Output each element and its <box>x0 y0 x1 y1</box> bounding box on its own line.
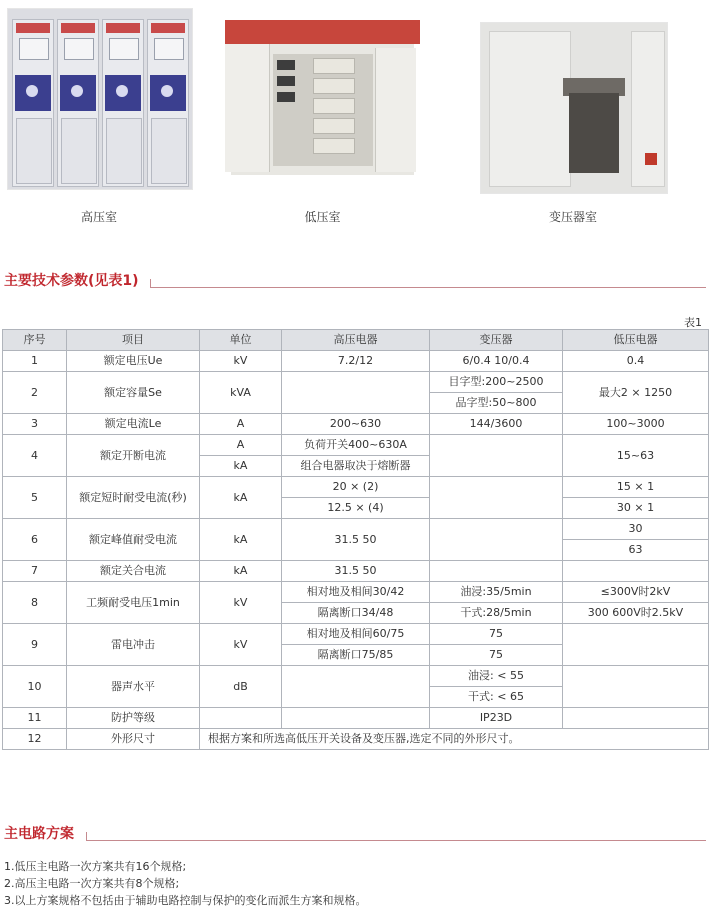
cell-no: 3 <box>3 414 67 435</box>
section-divider-tick <box>150 279 151 287</box>
cell-unit: kV <box>200 582 282 624</box>
scheme-notes <box>4 858 367 909</box>
cell-no: 9 <box>3 624 67 666</box>
cell-no: 7 <box>3 561 67 582</box>
cell-lv <box>563 624 709 666</box>
table-row <box>3 624 709 645</box>
cell-transformer: IP23D <box>430 708 563 729</box>
cell-transformer: 品字型:50~800 <box>430 393 563 414</box>
header-no: 序号 <box>3 330 67 351</box>
cell-no: 6 <box>3 519 67 561</box>
cell-hv: 200~630 <box>282 414 430 435</box>
cell-no: 11 <box>3 708 67 729</box>
cell-hv <box>282 666 430 708</box>
cell-item: 额定电压Ue <box>67 351 200 372</box>
cell-hv: 7.2/12 <box>282 351 430 372</box>
cell-unit: kA <box>200 519 282 561</box>
cell-item: 额定开断电流 <box>67 435 200 477</box>
section-divider <box>150 287 706 288</box>
cell-item: 额定关合电流 <box>67 561 200 582</box>
cell-lv: 100~3000 <box>563 414 709 435</box>
header-item: 项目 <box>67 330 200 351</box>
photo-caption-hv: 高压室 <box>80 210 117 224</box>
header-transformer: 变压器 <box>430 330 563 351</box>
cell-item: 器声水平 <box>67 666 200 708</box>
cell-transformer: 干式:28/5min <box>430 603 563 624</box>
table-header-row <box>3 330 709 351</box>
cell-lv: 300 600V时2.5kV <box>563 603 709 624</box>
cell-lv: ≤300V时2kV <box>563 582 709 603</box>
cell-unit: kV <box>200 351 282 372</box>
cell-unit: kA <box>200 561 282 582</box>
cell-lv: 63 <box>563 540 709 561</box>
cell-hv: 组合电器取决于熔断器 <box>282 456 430 477</box>
cell-lv <box>563 666 709 708</box>
cell-unit: dB <box>200 666 282 708</box>
cell-no: 4 <box>3 435 67 477</box>
photo-caption-lv: 低压室 <box>304 210 341 224</box>
header-lv: 低压电器 <box>563 330 709 351</box>
cell-hv: 20 × (2) <box>282 477 430 498</box>
cell-item: 雷电冲击 <box>67 624 200 666</box>
header-unit: 单位 <box>200 330 282 351</box>
cell-hv: 隔离断口34/48 <box>282 603 430 624</box>
cell-hv: 相对地及相间60/75 <box>282 624 430 645</box>
cell-item: 防护等级 <box>67 708 200 729</box>
cell-transformer: 75 <box>430 624 563 645</box>
table-row <box>3 666 709 687</box>
cell-lv: 最大2 × 1250 <box>563 372 709 414</box>
cell-lv <box>563 708 709 729</box>
cell-transformer: 6/0.4 10/0.4 <box>430 351 563 372</box>
cell-no: 5 <box>3 477 67 519</box>
table-row <box>3 477 709 498</box>
cell-unit: kV <box>200 624 282 666</box>
cell-lv: 30 <box>563 519 709 540</box>
table-row <box>3 414 709 435</box>
high-voltage-room-photo <box>7 8 193 190</box>
section-divider-tick <box>86 832 87 840</box>
cell-item: 额定容量Se <box>67 372 200 414</box>
cell-hv <box>282 372 430 414</box>
cell-no: 8 <box>3 582 67 624</box>
table-row <box>3 582 709 603</box>
cell-hv: 12.5 × (4) <box>282 498 430 519</box>
cell-transformer <box>430 561 563 582</box>
cell-unit: kVA <box>200 372 282 414</box>
cell-item: 额定电流Le <box>67 414 200 435</box>
header-hv: 高压电器 <box>282 330 430 351</box>
cell-transformer: 75 <box>430 645 563 666</box>
cell-hv: 隔离断口75/85 <box>282 645 430 666</box>
cell-unit <box>200 708 282 729</box>
cell-unit: kA <box>200 456 282 477</box>
cell-no: 1 <box>3 351 67 372</box>
cell-transformer: 目字型:200~2500 <box>430 372 563 393</box>
cell-transformer: 干式: < 65 <box>430 687 563 708</box>
cell-no: 2 <box>3 372 67 414</box>
cell-unit: A <box>200 435 282 456</box>
note-item: 2.高压主电路一次方案共有8个规格; <box>4 877 180 890</box>
cell-lv: 0.4 <box>563 351 709 372</box>
table-row <box>3 435 709 456</box>
table-number: 表1 <box>684 316 702 329</box>
cell-hv: 相对地及相间30/42 <box>282 582 430 603</box>
section-divider <box>86 840 706 841</box>
cell-item: 额定短时耐受电流(秒) <box>67 477 200 519</box>
table-row <box>3 729 709 750</box>
cell-item: 工频耐受电压1min <box>67 582 200 624</box>
cell-item: 外形尺寸 <box>67 729 200 750</box>
cell-transformer: 144/3600 <box>430 414 563 435</box>
cell-lv: 15 × 1 <box>563 477 709 498</box>
cell-hv <box>282 708 430 729</box>
cell-transformer <box>430 477 563 519</box>
low-voltage-room-photo <box>225 20 420 175</box>
cell-transformer <box>430 435 563 477</box>
note-item: 1.低压主电路一次方案共有16个规格; <box>4 860 187 873</box>
note-item: 3.以上方案规格不包括由于辅助电路控制与保护的变化而派生方案和规格。 <box>4 894 367 907</box>
cell-transformer: 油浸: < 55 <box>430 666 563 687</box>
table-row <box>3 561 709 582</box>
cell-no: 12 <box>3 729 67 750</box>
transformer-room-photo <box>480 22 668 194</box>
section-title-main-circuit: 主电路方案 <box>4 826 74 842</box>
technical-parameters-table <box>2 329 709 750</box>
cell-dimensions-note: 根据方案和所选高低压开关设备及变压器,选定不同的外形尺寸。 <box>200 729 709 750</box>
cell-no: 10 <box>3 666 67 708</box>
cell-hv: 31.5 50 <box>282 519 430 561</box>
cell-lv <box>563 561 709 582</box>
section-title-parameters: 主要技术参数(见表1) <box>4 273 139 289</box>
photo-caption-transformer: 变压器室 <box>548 210 597 224</box>
cell-lv: 15~63 <box>563 435 709 477</box>
table-row <box>3 372 709 393</box>
cell-unit: kA <box>200 477 282 519</box>
cell-transformer <box>430 519 563 561</box>
table-row <box>3 708 709 729</box>
cell-lv: 30 × 1 <box>563 498 709 519</box>
cell-hv: 负荷开关400~630A <box>282 435 430 456</box>
table-row <box>3 519 709 540</box>
cell-item: 额定峰值耐受电流 <box>67 519 200 561</box>
cell-unit: A <box>200 414 282 435</box>
cell-hv: 31.5 50 <box>282 561 430 582</box>
cell-transformer: 油浸:35/5min <box>430 582 563 603</box>
table-row <box>3 351 709 372</box>
